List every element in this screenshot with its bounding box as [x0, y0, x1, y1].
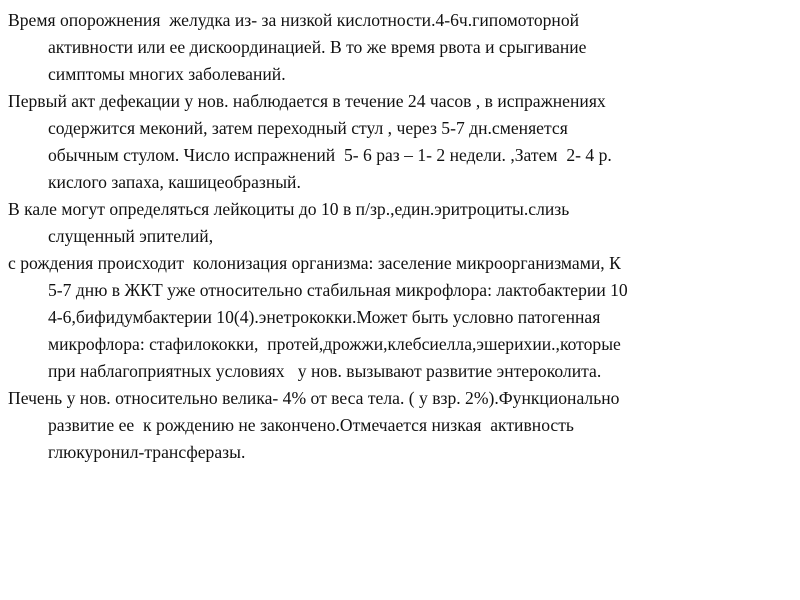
text-line: слущенный эпителий, [48, 226, 214, 246]
text-line: Печень у нов. относительно велика- 4% от веса тела. ( у взр. 2%).Функционально [8, 388, 620, 408]
slide-text [8, 7, 792, 466]
text-line: обычным стулом. Число испражнений 5- 6 раз – 1- 2 недели. ,Затем 2- 4 р. [48, 145, 612, 165]
paragraph-stool-content [8, 196, 792, 250]
text-line: Первый акт дефекации у нов. наблюдается в течение 24 часов , в испражнениях [8, 91, 606, 111]
text-line: развитие ее к рождению не закончено.Отмечается низкая активность [48, 415, 574, 435]
text-line: симптомы многих заболеваний. [48, 64, 286, 84]
paragraph-liver [8, 385, 792, 466]
text-line: 4-6,бифидумбактерии 10(4).энетрококки.Может быть условно патогенная [48, 307, 601, 327]
text-line: микрофлора: стафилококки, протей,дрожжи,клебсиелла,эшерихии.,которые [48, 334, 621, 354]
text-line: активности или ее дискоординацией. В то же время рвота и срыгивание [48, 37, 587, 57]
paragraph-stomach-emptying [8, 7, 792, 88]
text-line: 5-7 дню в ЖКТ уже относительно стабильная микрофлора: лактобактерии 10 [48, 280, 628, 300]
text-line: Время опорожнения желудка из- за низкой кислотности.4-6ч.гипомоторной [8, 10, 580, 30]
paragraph-colonization [8, 250, 792, 385]
text-line: глюкуронил-трансферазы. [48, 442, 246, 462]
text-line: В кале могут определяться лейкоциты до 10 в п/зр.,един.эритроциты.слизь [8, 199, 570, 219]
text-line: при наблагоприятных условиях у нов. вызывают развитие энтероколита. [48, 361, 602, 381]
paragraph-defecation [8, 88, 792, 196]
text-line: с рождения происходит колонизация организма: заселение микроорганизмами, К [8, 253, 621, 273]
text-line: содержится меконий, затем переходный стул , через 5-7 дн.сменяется [48, 118, 568, 138]
text-line: кислого запаха, кашицеобразный. [48, 172, 301, 192]
